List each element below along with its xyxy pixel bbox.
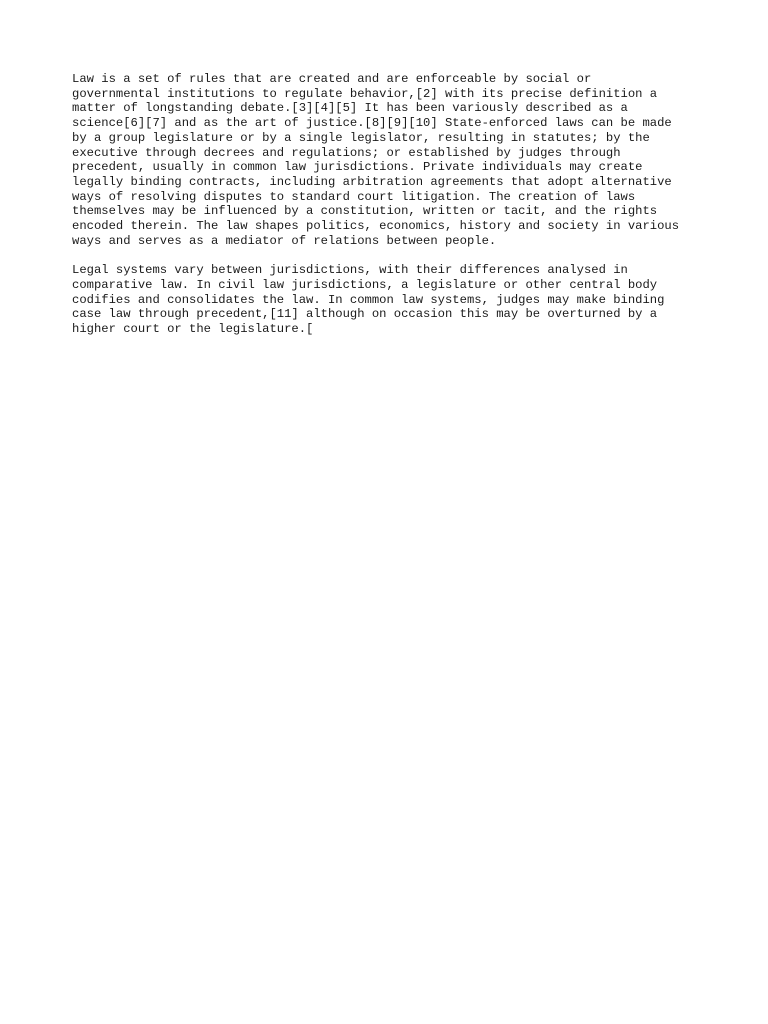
text-line: ways of resolving disputes to standard court litigation. The creation of laws bbox=[72, 189, 636, 204]
text-line: comparative law. In civil law jurisdictions, a legislature or other central body bbox=[72, 277, 658, 292]
text-line: precedent, usually in common law jurisdictions. Private individuals may create bbox=[72, 160, 643, 175]
text-line: legally binding contracts, including arbitration agreements that adopt alternative bbox=[72, 174, 672, 189]
text-line: by a group legislature or by a single legislator, resulting in statutes; by the bbox=[72, 130, 650, 145]
text-line: case law through precedent,[11] although on occasion this may be overturned by a bbox=[72, 307, 658, 322]
text-line: higher court or the legislature.[ bbox=[72, 321, 314, 336]
text-line: Legal systems vary between jurisdictions, with their differences analysed in bbox=[72, 263, 628, 278]
text-line: encoded therein. The law shapes politics, economics, history and society in various bbox=[72, 219, 680, 234]
text-line: governmental institutions to regulate behavior,[2] with its precise definition a bbox=[72, 86, 658, 101]
text-line: Law is a set of rules that are created and are enforceable by social or bbox=[72, 72, 592, 86]
text-line: science[6][7] and as the art of justice.[8][9][10] State-enforced laws can be made bbox=[72, 116, 672, 131]
text-line: ways and serves as a mediator of relations between people. bbox=[72, 233, 497, 248]
paragraph-1 bbox=[72, 72, 704, 248]
paragraph-2 bbox=[72, 263, 704, 337]
text-line: codifies and consolidates the law. In common law systems, judges may make binding bbox=[72, 292, 665, 307]
text-line: themselves may be influenced by a constitution, written or tacit, and the rights bbox=[72, 204, 658, 219]
text-line: executive through decrees and regulations; or established by judges through bbox=[72, 145, 621, 160]
text-line: matter of longstanding debate.[3][4][5] It has been variously described as a bbox=[72, 101, 628, 116]
document-page bbox=[72, 72, 704, 351]
